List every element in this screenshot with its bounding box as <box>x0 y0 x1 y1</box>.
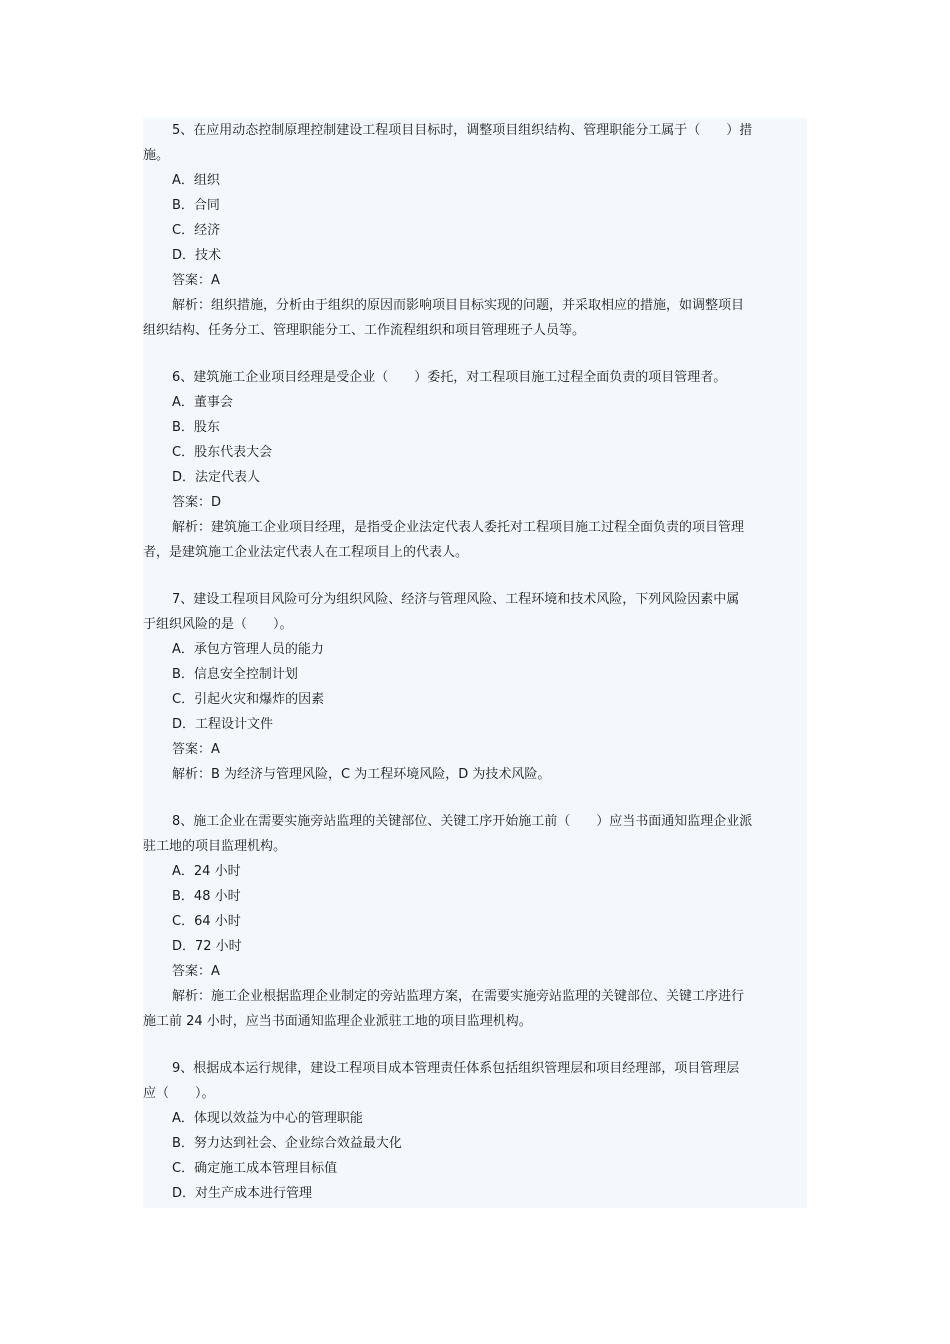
option-a: A．承包方管理人员的能力 <box>172 642 324 657</box>
analysis-line: 解析：建筑施工企业项目经理，是指受企业法定代表人委托对工程项目施工过程全面负责的项目管理 <box>172 520 745 535</box>
analysis-line: 组织结构、任务分工、管理职能分工、工作流程组织和项目管理班子人员等。 <box>143 323 586 338</box>
option-c: C．经济 <box>172 223 221 238</box>
option-c: C．确定施工成本管理目标值 <box>172 1161 338 1176</box>
option-d: D．72 小时 <box>172 939 242 954</box>
document-body <box>143 118 807 1208</box>
option-d: D．工程设计文件 <box>172 717 274 732</box>
option-d: D．对生产成本进行管理 <box>172 1186 313 1201</box>
option-c: C．股东代表大会 <box>172 445 273 460</box>
option-a: A．组织 <box>172 173 220 188</box>
question-7 <box>143 587 807 787</box>
option-c: C．64 小时 <box>172 914 241 929</box>
option-a: A．体现以效益为中心的管理职能 <box>172 1111 363 1126</box>
question-stem-line: 8、施工企业在需要实施旁站监理的关键部位、关键工序开始施工前（ ）应当书面通知监理企业派 <box>172 814 753 829</box>
question-stem-line: 施。 <box>143 148 170 163</box>
answer: 答案：A <box>172 964 220 979</box>
option-a: A．24 小时 <box>172 864 241 879</box>
question-8 <box>143 809 807 1034</box>
option-c: C．引起火灾和爆炸的因素 <box>172 692 325 707</box>
analysis-line: 解析：组织措施，分析由于组织的原因而影响项目目标实现的问题，并采取相应的措施，如调整项目 <box>172 298 745 313</box>
option-b: B．合同 <box>172 198 220 213</box>
option-b: B．股东 <box>172 420 220 435</box>
analysis-line: 施工前 24 小时，应当书面通知监理企业派驻工地的项目监理机构。 <box>143 1014 532 1029</box>
option-d: D．法定代表人 <box>172 470 261 485</box>
question-6 <box>143 365 807 565</box>
question-stem-line: 驻工地的项目监理机构。 <box>143 839 287 854</box>
answer: 答案：A <box>172 742 220 757</box>
question-stem-line: 应（ ）。 <box>143 1086 215 1101</box>
question-stem-line: 9、根据成本运行规律，建设工程项目成本管理责任体系包括组织管理层和项目经理部，项目管理层 <box>172 1061 740 1076</box>
analysis-line: 解析：施工企业根据监理企业制定的旁站监理方案，在需要实施旁站监理的关键部位、关键工序进行 <box>172 989 745 1004</box>
analysis-line: 者，是建筑施工企业法定代表人在工程项目上的代表人。 <box>143 545 469 560</box>
question-5 <box>143 118 807 343</box>
answer: 答案：A <box>172 273 220 288</box>
question-stem-line: 于组织风险的是（ ）。 <box>143 617 293 632</box>
option-b: B．信息安全控制计划 <box>172 667 298 682</box>
question-9 <box>143 1056 807 1206</box>
option-a: A．董事会 <box>172 395 233 410</box>
option-d: D．技术 <box>172 248 222 263</box>
option-b: B．努力达到社会、企业综合效益最大化 <box>172 1136 402 1151</box>
question-stem-line: 5、在应用动态控制原理控制建设工程项目目标时，调整项目组织结构、管理职能分工属于（ ）措 <box>172 123 753 138</box>
question-stem-line: 7、建设工程项目风险可分为组织风险、经济与管理风险、工程环境和技术风险，下列风险因素中属 <box>172 592 740 607</box>
question-stem-line: 6、建筑施工企业项目经理是受企业（ ）委托，对工程项目施工过程全面负责的项目管理者。 <box>172 370 727 385</box>
option-b: B．48 小时 <box>172 889 241 904</box>
answer: 答案：D <box>172 495 222 510</box>
analysis-line: 解析：B 为经济与管理风险，C 为工程环境风险，D 为技术风险。 <box>172 767 551 782</box>
